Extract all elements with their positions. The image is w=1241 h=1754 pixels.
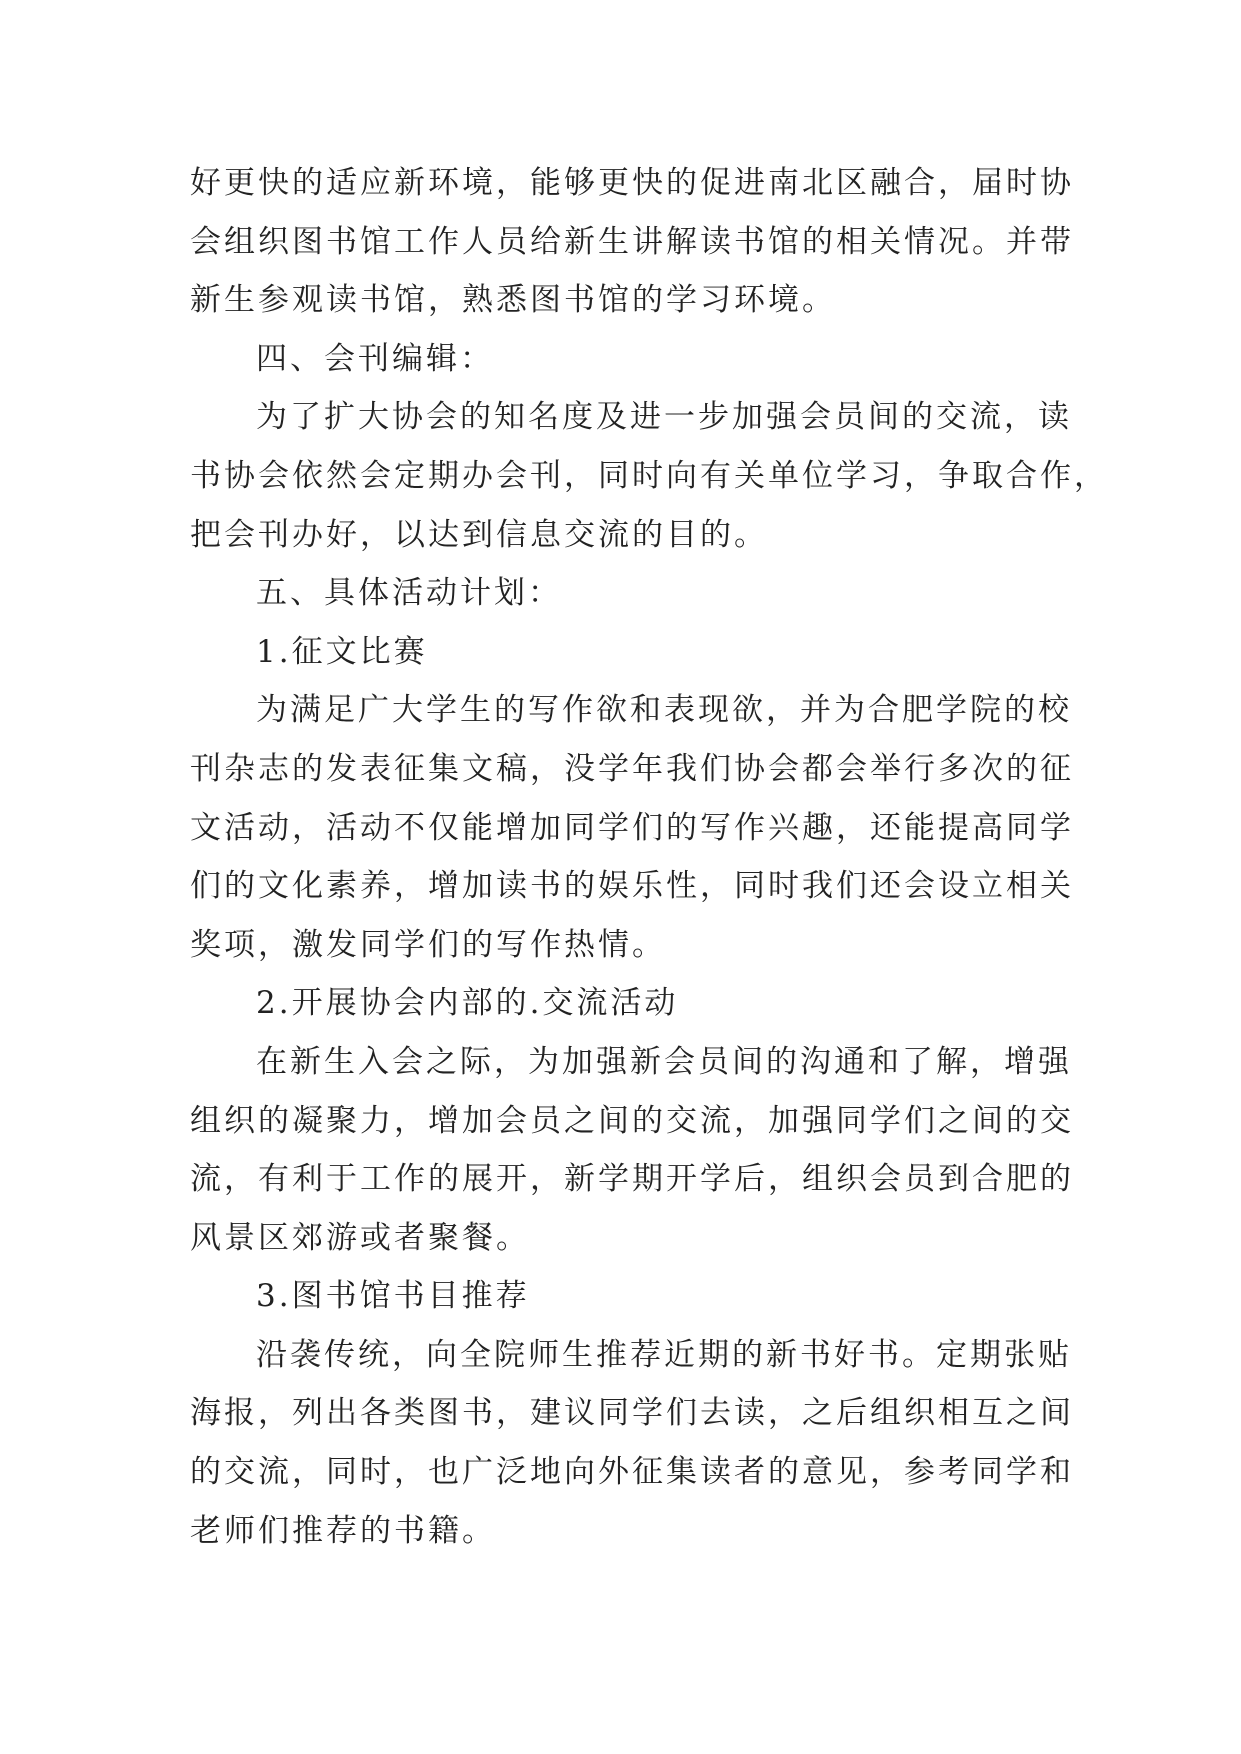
text-line: 书协会依然会定期办会刊，同时向有关单位学习，争取合作，: [190, 457, 1108, 494]
text-line: 把会刊办好，以达到信息交流的目的。: [190, 516, 768, 553]
text-line: 文活动，活动不仅能增加同学们的写作兴趣，还能提高同学: [190, 809, 1074, 846]
text-line: 老师们推荐的书籍。: [190, 1512, 496, 1549]
text-line: 组织的凝聚力，增加会员之间的交流，加强同学们之间的交: [190, 1102, 1074, 1139]
subsection-heading: 3.图书馆书目推荐: [256, 1278, 530, 1315]
text-line: 在新生入会之际，为加强新会员间的沟通和了解，增强: [256, 1043, 1072, 1080]
text-line: 新生参观读书馆，熟悉图书馆的学习环境。: [190, 282, 836, 319]
section-heading: 四、会刊编辑：: [256, 340, 494, 377]
text-line: 奖项，激发同学们的写作热情。: [190, 926, 666, 963]
text-line: 海报，列出各类图书，建议同学们去读，之后组织相互之间: [190, 1395, 1074, 1432]
text-line: 为满足广大学生的写作欲和表现欲，并为合肥学院的校: [256, 692, 1072, 729]
text-line: 流，有利于工作的展开，新学期开学后，组织会员到合肥的: [190, 1161, 1074, 1198]
text-line: 们的文化素养，增加读书的娱乐性，同时我们还会设立相关: [190, 868, 1074, 905]
text-line: 为了扩大协会的知名度及进一步加强会员间的交流，读: [256, 399, 1072, 436]
section-heading: 五、具体活动计划：: [256, 575, 562, 612]
subsection-heading: 1.征文比赛: [256, 633, 428, 670]
text-line: 好更快的适应新环境，能够更快的促进南北区融合，届时协: [190, 165, 1074, 201]
text-line: 会组织图书馆工作人员给新生讲解读书馆的相关情况。并带: [190, 223, 1074, 260]
text-line: 刊杂志的发表征集文稿，没学年我们协会都会举行多次的征: [190, 750, 1074, 787]
document-body: [190, 154, 1108, 1560]
text-line: 沿袭传统，向全院师生推荐近期的新书好书。定期张贴: [256, 1336, 1072, 1373]
text-line: 的交流，同时，也广泛地向外征集读者的意见，参考同学和: [190, 1454, 1074, 1491]
subsection-heading: 2.开展协会内部的.交流活动: [256, 985, 679, 1022]
text-line: 风景区郊游或者聚餐。: [190, 1219, 530, 1256]
